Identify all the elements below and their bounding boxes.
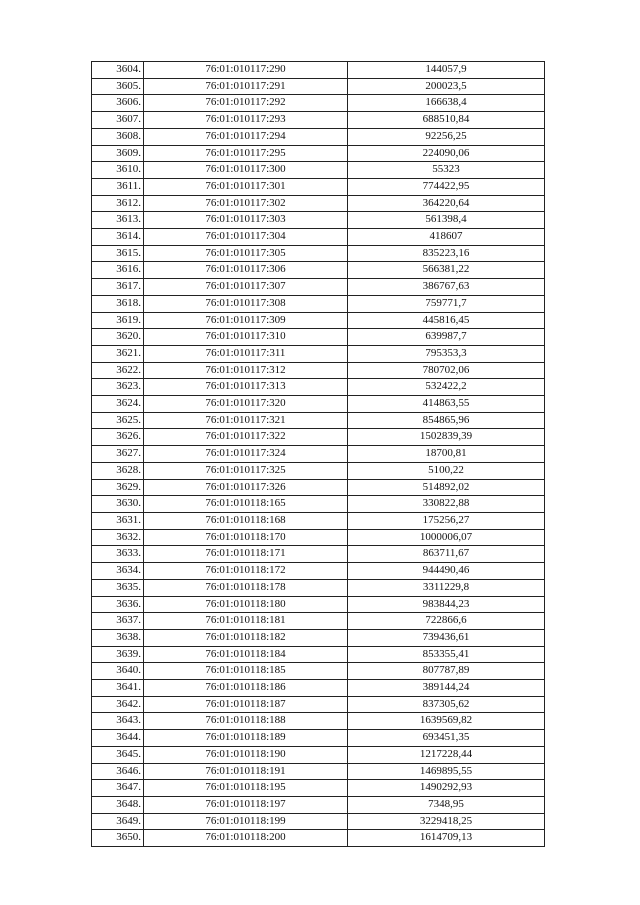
cadastral-value-cell: 1000006,07: [348, 529, 545, 546]
cadastral-number-cell: 76:01:010118:180: [144, 596, 348, 613]
cadastral-number-cell: 76:01:010118:185: [144, 663, 348, 680]
row-number-cell: 3621.: [92, 345, 144, 362]
row-number-cell: 3620.: [92, 329, 144, 346]
cadastral-value-cell: 1217228,44: [348, 746, 545, 763]
cadastral-value-cell: 55323: [348, 162, 545, 179]
table-row: [92, 746, 545, 763]
row-number-cell: 3648.: [92, 796, 144, 813]
table-row: [92, 429, 545, 446]
row-number-cell: 3643.: [92, 713, 144, 730]
cadastral-number-cell: 76:01:010118:168: [144, 512, 348, 529]
table-row: [92, 178, 545, 195]
row-number-cell: 3632.: [92, 529, 144, 546]
table-row: [92, 162, 545, 179]
table-row: [92, 730, 545, 747]
table-row: [92, 696, 545, 713]
cadastral-value-cell: 364220,64: [348, 195, 545, 212]
cadastral-value-cell: 144057,9: [348, 62, 545, 79]
cadastral-value-cell: 795353,3: [348, 345, 545, 362]
row-number-cell: 3616.: [92, 262, 144, 279]
table-row: [92, 379, 545, 396]
cadastral-number-cell: 76:01:010118:199: [144, 813, 348, 830]
table-row: [92, 680, 545, 697]
cadastral-number-cell: 76:01:010118:190: [144, 746, 348, 763]
cadastral-value-cell: 418607: [348, 229, 545, 246]
row-number-cell: 3636.: [92, 596, 144, 613]
cadastral-value-cell: 688510,84: [348, 112, 545, 129]
table-row: [92, 830, 545, 847]
cadastral-value-cell: 5100,22: [348, 462, 545, 479]
cadastral-number-cell: 76:01:010117:303: [144, 212, 348, 229]
cadastral-value-cell: 3229418,25: [348, 813, 545, 830]
cadastral-number-cell: 76:01:010118:186: [144, 680, 348, 697]
cadastral-number-cell: 76:01:010118:195: [144, 780, 348, 797]
row-number-cell: 3639.: [92, 646, 144, 663]
cadastral-number-cell: 76:01:010117:310: [144, 329, 348, 346]
cadastral-value-cell: 3311229,8: [348, 579, 545, 596]
row-number-cell: 3613.: [92, 212, 144, 229]
cadastral-number-cell: 76:01:010117:300: [144, 162, 348, 179]
cadastral-number-cell: 76:01:010118:184: [144, 646, 348, 663]
cadastral-number-cell: 76:01:010118:182: [144, 629, 348, 646]
table-row: [92, 212, 545, 229]
row-number-cell: 3646.: [92, 763, 144, 780]
table-row: [92, 329, 545, 346]
row-number-cell: 3633.: [92, 546, 144, 563]
cadastral-value-cell: 92256,25: [348, 128, 545, 145]
cadastral-number-cell: 76:01:010118:188: [144, 713, 348, 730]
row-number-cell: 3638.: [92, 629, 144, 646]
row-number-cell: 3630.: [92, 496, 144, 513]
table-row: [92, 112, 545, 129]
cadastral-number-cell: 76:01:010117:292: [144, 95, 348, 112]
table-row: [92, 128, 545, 145]
cadastral-number-cell: 76:01:010117:309: [144, 312, 348, 329]
cadastral-value-cell: 224090,06: [348, 145, 545, 162]
row-number-cell: 3604.: [92, 62, 144, 79]
cadastral-value-cell: 566381,22: [348, 262, 545, 279]
cadastral-value-cell: 1469895,55: [348, 763, 545, 780]
row-number-cell: 3618.: [92, 295, 144, 312]
cadastral-value-cell: 532422,2: [348, 379, 545, 396]
table-row: [92, 563, 545, 580]
cadastral-value-cell: 200023,5: [348, 78, 545, 95]
cadastral-number-cell: 76:01:010118:170: [144, 529, 348, 546]
table-row: [92, 62, 545, 79]
cadastral-value-cell: 759771,7: [348, 295, 545, 312]
table-row: [92, 262, 545, 279]
row-number-cell: 3608.: [92, 128, 144, 145]
cadastral-value-cell: 807787,89: [348, 663, 545, 680]
cadastral-number-cell: 76:01:010118:172: [144, 563, 348, 580]
row-number-cell: 3645.: [92, 746, 144, 763]
table-row: [92, 295, 545, 312]
row-number-cell: 3622.: [92, 362, 144, 379]
cadastral-value-cell: 639987,7: [348, 329, 545, 346]
cadastral-number-cell: 76:01:010117:291: [144, 78, 348, 95]
table-row: [92, 512, 545, 529]
cadastral-number-cell: 76:01:010118:191: [144, 763, 348, 780]
cadastral-value-cell: 445816,45: [348, 312, 545, 329]
row-number-cell: 3626.: [92, 429, 144, 446]
cadastral-number-cell: 76:01:010118:200: [144, 830, 348, 847]
cadastral-value-cell: 1490292,93: [348, 780, 545, 797]
cadastral-number-cell: 76:01:010117:302: [144, 195, 348, 212]
cadastral-number-cell: 76:01:010117:307: [144, 279, 348, 296]
cadastral-value-cell: 837305,62: [348, 696, 545, 713]
table-body: [92, 62, 545, 847]
cadastral-value-cell: 175256,27: [348, 512, 545, 529]
row-number-cell: 3628.: [92, 462, 144, 479]
cadastral-number-cell: 76:01:010117:322: [144, 429, 348, 446]
cadastral-number-cell: 76:01:010117:295: [144, 145, 348, 162]
table-row: [92, 579, 545, 596]
table-row: [92, 529, 545, 546]
cadastral-number-cell: 76:01:010117:306: [144, 262, 348, 279]
cadastral-value-table: [91, 61, 545, 847]
row-number-cell: 3607.: [92, 112, 144, 129]
cadastral-number-cell: 76:01:010117:293: [144, 112, 348, 129]
table-row: [92, 446, 545, 463]
row-number-cell: 3627.: [92, 446, 144, 463]
table-row: [92, 195, 545, 212]
row-number-cell: 3635.: [92, 579, 144, 596]
cadastral-number-cell: 76:01:010117:294: [144, 128, 348, 145]
cadastral-number-cell: 76:01:010117:321: [144, 412, 348, 429]
cadastral-number-cell: 76:01:010117:326: [144, 479, 348, 496]
table-row: [92, 629, 545, 646]
table-row: [92, 95, 545, 112]
cadastral-value-cell: 722866,6: [348, 613, 545, 630]
cadastral-value-cell: 330822,88: [348, 496, 545, 513]
table-row: [92, 145, 545, 162]
cadastral-number-cell: 76:01:010117:304: [144, 229, 348, 246]
cadastral-number-cell: 76:01:010117:312: [144, 362, 348, 379]
cadastral-value-cell: 414863,55: [348, 396, 545, 413]
cadastral-value-cell: 1502839,39: [348, 429, 545, 446]
row-number-cell: 3606.: [92, 95, 144, 112]
cadastral-value-cell: 7348,95: [348, 796, 545, 813]
row-number-cell: 3629.: [92, 479, 144, 496]
table-row: [92, 412, 545, 429]
cadastral-number-cell: 76:01:010118:197: [144, 796, 348, 813]
cadastral-number-cell: 76:01:010117:325: [144, 462, 348, 479]
row-number-cell: 3612.: [92, 195, 144, 212]
row-number-cell: 3641.: [92, 680, 144, 697]
table-row: [92, 780, 545, 797]
cadastral-value-cell: 18700,81: [348, 446, 545, 463]
cadastral-number-cell: 76:01:010118:187: [144, 696, 348, 713]
table-row: [92, 462, 545, 479]
row-number-cell: 3610.: [92, 162, 144, 179]
cadastral-value-cell: 386767,63: [348, 279, 545, 296]
cadastral-value-cell: 983844,23: [348, 596, 545, 613]
row-number-cell: 3614.: [92, 229, 144, 246]
table-row: [92, 596, 545, 613]
cadastral-value-cell: 835223,16: [348, 245, 545, 262]
cadastral-number-cell: 76:01:010118:165: [144, 496, 348, 513]
cadastral-number-cell: 76:01:010117:305: [144, 245, 348, 262]
table-row: [92, 245, 545, 262]
row-number-cell: 3650.: [92, 830, 144, 847]
cadastral-value-cell: 166638,4: [348, 95, 545, 112]
table-row: [92, 396, 545, 413]
table-row: [92, 229, 545, 246]
row-number-cell: 3617.: [92, 279, 144, 296]
row-number-cell: 3640.: [92, 663, 144, 680]
row-number-cell: 3624.: [92, 396, 144, 413]
row-number-cell: 3647.: [92, 780, 144, 797]
table-row: [92, 345, 545, 362]
cadastral-value-cell: 514892,02: [348, 479, 545, 496]
cadastral-number-cell: 76:01:010117:290: [144, 62, 348, 79]
row-number-cell: 3649.: [92, 813, 144, 830]
cadastral-value-cell: 561398,4: [348, 212, 545, 229]
cadastral-number-cell: 76:01:010117:308: [144, 295, 348, 312]
cadastral-value-cell: 1639569,82: [348, 713, 545, 730]
row-number-cell: 3611.: [92, 178, 144, 195]
row-number-cell: 3605.: [92, 78, 144, 95]
cadastral-number-cell: 76:01:010117:324: [144, 446, 348, 463]
cadastral-number-cell: 76:01:010118:171: [144, 546, 348, 563]
table-row: [92, 479, 545, 496]
cadastral-value-cell: 1614709,13: [348, 830, 545, 847]
row-number-cell: 3623.: [92, 379, 144, 396]
cadastral-number-cell: 76:01:010117:311: [144, 345, 348, 362]
cadastral-value-cell: 389144,24: [348, 680, 545, 697]
row-number-cell: 3619.: [92, 312, 144, 329]
cadastral-value-cell: 739436,61: [348, 629, 545, 646]
cadastral-value-cell: 853355,41: [348, 646, 545, 663]
table-row: [92, 763, 545, 780]
row-number-cell: 3637.: [92, 613, 144, 630]
table-row: [92, 279, 545, 296]
cadastral-number-cell: 76:01:010117:320: [144, 396, 348, 413]
row-number-cell: 3609.: [92, 145, 144, 162]
row-number-cell: 3631.: [92, 512, 144, 529]
table-row: [92, 813, 545, 830]
table-row: [92, 613, 545, 630]
cadastral-number-cell: 76:01:010118:178: [144, 579, 348, 596]
table-row: [92, 663, 545, 680]
cadastral-value-cell: 693451,35: [348, 730, 545, 747]
cadastral-value-cell: 854865,96: [348, 412, 545, 429]
table-row: [92, 546, 545, 563]
table-row: [92, 796, 545, 813]
row-number-cell: 3644.: [92, 730, 144, 747]
row-number-cell: 3634.: [92, 563, 144, 580]
cadastral-value-cell: 774422,95: [348, 178, 545, 195]
table-row: [92, 312, 545, 329]
row-number-cell: 3642.: [92, 696, 144, 713]
cadastral-number-cell: 76:01:010117:313: [144, 379, 348, 396]
row-number-cell: 3625.: [92, 412, 144, 429]
cadastral-value-cell: 863711,67: [348, 546, 545, 563]
table-row: [92, 362, 545, 379]
table-row: [92, 496, 545, 513]
cadastral-number-cell: 76:01:010118:181: [144, 613, 348, 630]
table-row: [92, 713, 545, 730]
row-number-cell: 3615.: [92, 245, 144, 262]
cadastral-number-cell: 76:01:010117:301: [144, 178, 348, 195]
cadastral-value-cell: 944490,46: [348, 563, 545, 580]
table-row: [92, 646, 545, 663]
cadastral-number-cell: 76:01:010118:189: [144, 730, 348, 747]
table-row: [92, 78, 545, 95]
cadastral-value-cell: 780702,06: [348, 362, 545, 379]
